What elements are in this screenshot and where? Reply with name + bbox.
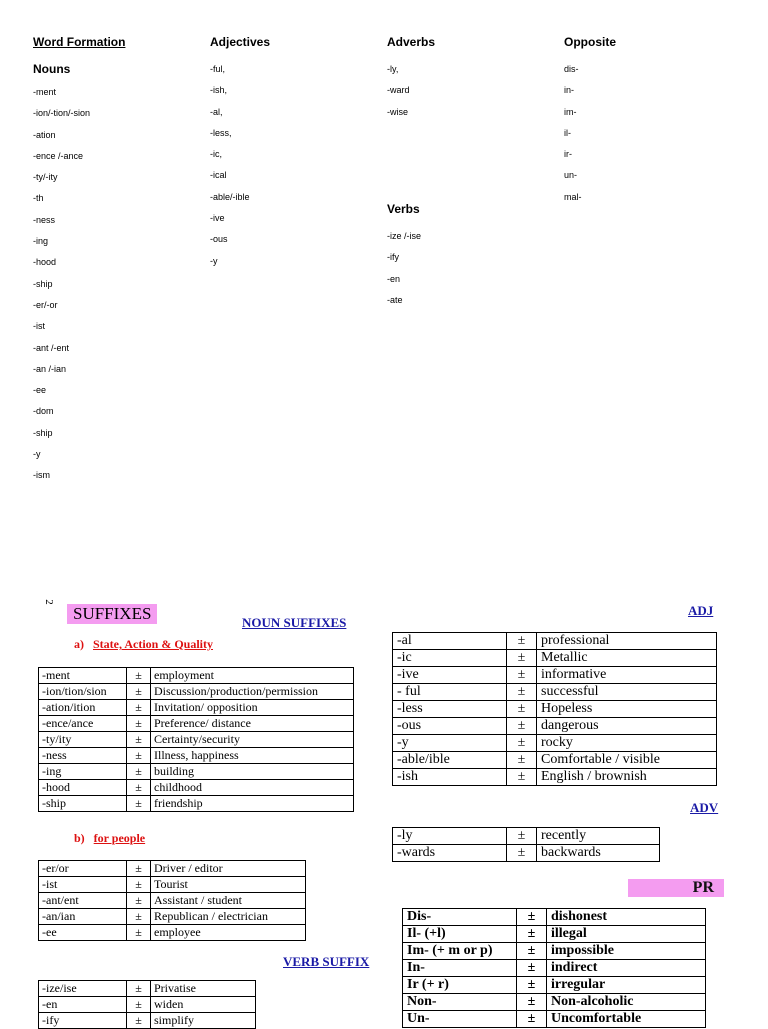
- affix-cell: -ty/ity: [39, 732, 127, 748]
- adjective-suffix-table: [392, 632, 717, 786]
- plus-minus-cell: ±: [507, 718, 537, 735]
- list-item: -ous: [210, 234, 228, 245]
- plus-minus-cell: ±: [517, 909, 547, 926]
- example-cell: illegal: [547, 926, 706, 943]
- plus-minus-cell: ±: [127, 716, 151, 732]
- table-row: [393, 718, 717, 735]
- example-cell: Invitation/ opposition: [151, 700, 354, 716]
- affix-cell: Dis-: [403, 909, 517, 926]
- opposite-title: Opposite: [564, 35, 617, 49]
- list-item: -ful,: [210, 64, 226, 74]
- example-cell: Tourist: [151, 877, 306, 893]
- affix-cell: -able/ible: [393, 752, 507, 769]
- plus-minus-cell: ±: [517, 943, 547, 960]
- affix-cell: -ship: [39, 796, 127, 812]
- affix-cell: -wards: [393, 845, 507, 862]
- list-item: -y: [33, 449, 41, 460]
- affix-cell: Il- (+l): [403, 926, 517, 943]
- affix-cell: -less: [393, 701, 507, 718]
- plus-minus-cell: ±: [127, 684, 151, 700]
- affix-cell: -ment: [39, 668, 127, 684]
- example-cell: Hopeless: [537, 701, 717, 718]
- table-row: [39, 796, 354, 812]
- table-row: [39, 861, 306, 877]
- affix-cell: -al: [393, 633, 507, 650]
- example-cell: indirect: [547, 960, 706, 977]
- section-a-letter: a): [74, 637, 84, 651]
- adverbs-column: [387, 35, 537, 126]
- verb-suffix-table: [38, 980, 256, 1029]
- adjective-suffix-list: [210, 62, 360, 275]
- list-item: -ish,: [210, 85, 228, 96]
- plus-minus-cell: ±: [507, 752, 537, 769]
- section-a-title: State, Action & Quality: [93, 637, 213, 651]
- plus-minus-cell: ±: [507, 845, 537, 862]
- affix-cell: Ir (+ r): [403, 977, 517, 994]
- table-row: [393, 769, 717, 786]
- plus-minus-cell: ±: [507, 769, 537, 786]
- list-item: -en: [387, 273, 401, 284]
- table-row: [403, 1011, 706, 1028]
- list-item: -ing: [33, 236, 49, 247]
- example-cell: Assistant / student: [151, 893, 306, 909]
- example-cell: widen: [151, 997, 256, 1013]
- table-row: [39, 909, 306, 925]
- affix-cell: -ic: [393, 650, 507, 667]
- plus-minus-cell: ±: [127, 668, 151, 684]
- plus-minus-cell: ±: [517, 994, 547, 1011]
- affix-cell: -ist: [39, 877, 127, 893]
- list-item: -ship: [33, 427, 53, 438]
- list-item: -ship: [33, 278, 53, 289]
- list-item: -ant /-ent: [33, 342, 70, 353]
- list-item: -dom: [33, 406, 54, 417]
- list-item: il-: [564, 127, 571, 138]
- example-cell: recently: [537, 828, 660, 845]
- section-b-heading: [74, 831, 145, 846]
- example-cell: Certainty/security: [151, 732, 354, 748]
- affix-cell: -ify: [39, 1013, 127, 1029]
- plus-minus-cell: ±: [517, 977, 547, 994]
- list-item: im-: [564, 106, 577, 117]
- example-cell: building: [151, 764, 354, 780]
- plus-minus-cell: ±: [517, 960, 547, 977]
- plus-minus-cell: ±: [507, 633, 537, 650]
- prefixes-label-text: PR: [692, 879, 714, 896]
- example-cell: Illness, happiness: [151, 748, 354, 764]
- affix-cell: -ly: [393, 828, 507, 845]
- affix-cell: -ant/ent: [39, 893, 127, 909]
- people-suffix-table: [38, 860, 306, 941]
- adverbs-title: Adverbs: [387, 35, 436, 49]
- example-cell: friendship: [151, 796, 354, 812]
- list-item: -ion/-tion/-sion: [33, 108, 91, 119]
- affix-cell: In-: [403, 960, 517, 977]
- plus-minus-cell: ±: [517, 926, 547, 943]
- list-item: -y: [210, 255, 218, 266]
- affix-cell: -ation/ition: [39, 700, 127, 716]
- list-item: -wise: [387, 106, 409, 117]
- word-formation-title: Word Formation: [33, 35, 126, 49]
- list-item: -ic,: [210, 149, 222, 160]
- section-b-letter: b): [74, 831, 85, 845]
- table-row: [39, 981, 256, 997]
- example-cell: rocky: [537, 735, 717, 752]
- verb-suffix-list: [387, 229, 537, 314]
- list-item: -ist: [33, 321, 45, 332]
- example-cell: childhood: [151, 780, 354, 796]
- list-item: -ive: [210, 213, 225, 224]
- affix-cell: -ness: [39, 748, 127, 764]
- affix-cell: Non-: [403, 994, 517, 1011]
- adverb-suffix-list: [387, 62, 537, 126]
- example-cell: Privatise: [151, 981, 256, 997]
- table-row: [39, 893, 306, 909]
- plus-minus-cell: ±: [127, 748, 151, 764]
- list-item: -ward: [387, 85, 410, 96]
- example-cell: Non-alcoholic: [547, 994, 706, 1011]
- table-row: [403, 943, 706, 960]
- list-item: -hood: [33, 257, 57, 268]
- table-row: [393, 650, 717, 667]
- plus-minus-cell: ±: [127, 732, 151, 748]
- section-a-heading: [74, 637, 213, 652]
- plus-minus-cell: ±: [127, 796, 151, 812]
- example-cell: simplify: [151, 1013, 256, 1029]
- example-cell: employee: [151, 925, 306, 941]
- list-item: un-: [564, 170, 578, 181]
- list-item: -ate: [387, 294, 403, 305]
- list-item: -ment: [33, 87, 57, 97]
- list-item: -ty/-ity: [33, 172, 58, 183]
- list-item: ir-: [564, 149, 572, 160]
- table-row: [403, 994, 706, 1011]
- opposite-prefix-list: [564, 62, 714, 211]
- table-row: [403, 960, 706, 977]
- example-cell: Discussion/production/permission: [151, 684, 354, 700]
- table-row: [393, 752, 717, 769]
- table-row: [39, 997, 256, 1013]
- suffixes-label: SUFFIXES: [67, 604, 157, 624]
- example-cell: professional: [537, 633, 717, 650]
- table-row: [39, 877, 306, 893]
- example-cell: backwards: [537, 845, 660, 862]
- plus-minus-cell: ±: [127, 893, 151, 909]
- corner-digit: 2: [42, 599, 55, 605]
- plus-minus-cell: ±: [127, 700, 151, 716]
- table-row: [393, 701, 717, 718]
- table-row: [403, 909, 706, 926]
- affix-cell: -ive: [393, 667, 507, 684]
- list-item: -less,: [210, 127, 232, 138]
- verb-suffix-title: VERB SUFFIX: [283, 954, 370, 969]
- table-row: [393, 735, 717, 752]
- affix-cell: -ing: [39, 764, 127, 780]
- table-row: [39, 732, 354, 748]
- example-cell: Comfortable / visible: [537, 752, 717, 769]
- plus-minus-cell: ±: [517, 1011, 547, 1028]
- affix-cell: -y: [393, 735, 507, 752]
- example-cell: dangerous: [537, 718, 717, 735]
- noun-suffix-table: [38, 667, 354, 812]
- affix-cell: -er/or: [39, 861, 127, 877]
- affix-cell: -en: [39, 997, 127, 1013]
- word-formation-column: [33, 35, 193, 490]
- plus-minus-cell: ±: [127, 997, 151, 1013]
- plus-minus-cell: ±: [127, 909, 151, 925]
- table-row: [393, 828, 660, 845]
- plus-minus-cell: ±: [127, 764, 151, 780]
- adjectives-column: [210, 35, 360, 275]
- table-row: [39, 748, 354, 764]
- affix-cell: -ize/ise: [39, 981, 127, 997]
- affix-cell: Un-: [403, 1011, 517, 1028]
- table-row: [393, 667, 717, 684]
- example-cell: English / brownish: [537, 769, 717, 786]
- table-row: [403, 926, 706, 943]
- list-item: -able/-ible: [210, 191, 250, 202]
- list-item: -ly,: [387, 64, 399, 74]
- list-item: -ee: [33, 385, 47, 396]
- table-row: [393, 633, 717, 650]
- plus-minus-cell: ±: [127, 877, 151, 893]
- example-cell: Preference/ distance: [151, 716, 354, 732]
- table-row: [403, 977, 706, 994]
- table-row: [39, 764, 354, 780]
- affix-cell: -ion/tion/sion: [39, 684, 127, 700]
- plus-minus-cell: ±: [507, 684, 537, 701]
- table-row: [39, 716, 354, 732]
- adverb-suffixes-title: ADV: [690, 800, 719, 815]
- plus-minus-cell: ±: [127, 925, 151, 941]
- noun-suffix-list: [33, 85, 193, 490]
- table-row: [39, 925, 306, 941]
- table-row: [39, 780, 354, 796]
- affix-cell: -ee: [39, 925, 127, 941]
- adjectives-title: Adjectives: [210, 35, 271, 49]
- list-item: -an /-ian: [33, 363, 67, 374]
- list-item: -ify: [387, 252, 399, 263]
- plus-minus-cell: ±: [507, 650, 537, 667]
- example-cell: irregular: [547, 977, 706, 994]
- list-item: -ical: [210, 170, 227, 181]
- example-cell: informative: [537, 667, 717, 684]
- table-row: [39, 684, 354, 700]
- affix-cell: -ous: [393, 718, 507, 735]
- verbs-column: [387, 202, 537, 314]
- example-cell: employment: [151, 668, 354, 684]
- list-item: -ness: [33, 214, 56, 225]
- adjective-suffixes-title: ADJ: [688, 603, 714, 618]
- list-item: -th: [33, 193, 44, 204]
- table-row: [39, 668, 354, 684]
- table-row: [393, 684, 717, 701]
- example-cell: Republican / electrician: [151, 909, 306, 925]
- example-cell: Metallic: [537, 650, 717, 667]
- affix-cell: - ful: [393, 684, 507, 701]
- example-cell: dishonest: [547, 909, 706, 926]
- list-item: in-: [564, 85, 575, 96]
- affix-cell: -ish: [393, 769, 507, 786]
- affix-cell: -hood: [39, 780, 127, 796]
- verbs-title: Verbs: [387, 202, 420, 216]
- plus-minus-cell: ±: [127, 780, 151, 796]
- list-item: -er/-or: [33, 299, 58, 310]
- affix-cell: -an/ian: [39, 909, 127, 925]
- list-item: -ation: [33, 129, 56, 140]
- list-item: -ism: [33, 470, 50, 481]
- opposite-column: [564, 35, 714, 211]
- table-row: [39, 1013, 256, 1029]
- table-row: [393, 845, 660, 862]
- example-cell: Uncomfortable: [547, 1011, 706, 1028]
- list-item: mal-: [564, 191, 582, 202]
- prefix-table: [402, 908, 706, 1028]
- example-cell: Driver / editor: [151, 861, 306, 877]
- plus-minus-cell: ±: [127, 1013, 151, 1029]
- noun-suffixes-title: NOUN SUFFIXES: [242, 615, 347, 630]
- affix-cell: -ence/ance: [39, 716, 127, 732]
- plus-minus-cell: ±: [507, 735, 537, 752]
- example-cell: impossible: [547, 943, 706, 960]
- list-item: -ence /-ance: [33, 150, 84, 161]
- nouns-subtitle: Nouns: [33, 62, 71, 76]
- affix-cell: Im- (+ m or p): [403, 943, 517, 960]
- list-item: -ize /-ise: [387, 231, 422, 241]
- plus-minus-cell: ±: [127, 861, 151, 877]
- plus-minus-cell: ±: [507, 667, 537, 684]
- plus-minus-cell: ±: [127, 981, 151, 997]
- table-row: [39, 700, 354, 716]
- section-b-title: for people: [93, 831, 146, 845]
- plus-minus-cell: ±: [507, 701, 537, 718]
- list-item: dis-: [564, 64, 579, 74]
- plus-minus-cell: ±: [507, 828, 537, 845]
- example-cell: successful: [537, 684, 717, 701]
- adverb-suffix-table: [392, 827, 660, 862]
- list-item: -al,: [210, 106, 223, 117]
- prefixes-label: [628, 879, 724, 897]
